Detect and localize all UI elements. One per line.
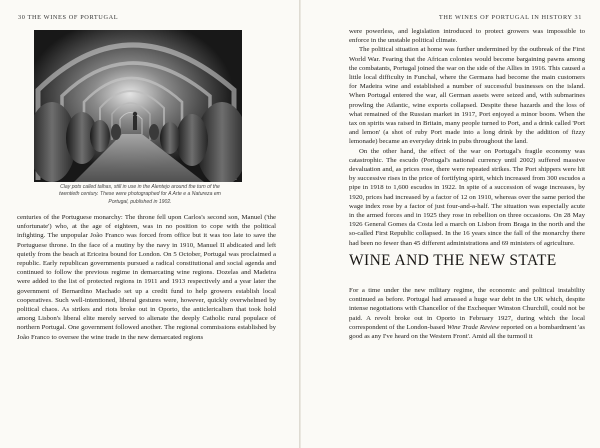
paragraph: [349, 286, 585, 341]
paragraph-text: For a time under the new military regime, the economic and political instability continued as before. Portugal had amassed a huge war debt in the UK which, despite intense negotiations with Chancellor of the Exchequer Winston Churchill, could not be paid. A revolt broke out in Oporto in February 1927, during which the local correspondent of the London-based: [349, 287, 585, 331]
publication-title: Wine Trade Review: [446, 323, 500, 331]
caption-line: Portugal, published in 1902.: [108, 198, 172, 205]
cellar-photograph: [34, 30, 242, 182]
cellar-photograph-image: [34, 30, 242, 182]
paragraph: were powerless, and legislation introduced to protect growers was impossible to enforce in the unstable political climate.: [349, 28, 585, 45]
left-page: [0, 0, 299, 448]
section-heading: WINE AND THE NEW STATE: [349, 252, 557, 269]
right-body-text-top: [349, 27, 585, 248]
photo-caption: [42, 184, 238, 206]
paragraph-text: reported on a bombardment 'as good as any I've heard on the Western Front'. Amid all the turmoil it: [349, 323, 585, 341]
left-running-head: 30 THE WINES OF PORTUGAL: [18, 14, 119, 21]
paragraph: The political situation at home was further undermined by the outbreak of the First World War. Fearing that the African colonies would become bargaining pawns among the combatants, Portugal joined the war on the side of the Allies in 1916. This caused a little local difficulty in Funchal, where the Germans had become the main customers for Madeira wine and established a number of successful businesses on the island. When Portugal entered the war, all German assets were seized and, with submarines prowling the Atlantic, wine exports collapsed. Despite these hazards and the loss of what remained of the Russian market in 1917, Port enjoyed a minor boom. When the tax on spirits was raised in Britain, many people turned to Port, and a drink called 'Port and lemon' (a shot of ruby Port made into a long drink by the addition of fizzy lemonade) became an everyday drink in pubs throughout the land.: [349, 46, 585, 146]
paragraph: On the other hand, the effect of the war on Portugal's fragile economy was catastrophic. The escudo (Portugal's national currency until 2002) suffered massive devaluation and, as prices rose, there were repeated strikes. The Port shippers were hit by successive rises in the price of fortifying spirit, which increased from 300 escudos a pipe in 1918 to 1,600 escudos in 1922. In spite of a succession of wage increases, by 1920, prices had increased by a factor of 12 on 1910, whereas over the same period the wage index rose by a factor of just four-and-a-half. The situation was especially acute in the armed forces and in 1925 they rose in rebellion on three occasions. On 28 May 1926 General Gomes da Costa led a march on Lisbon from Braga in the north and the so-called First Republic collapsed. In the 16 years since the fall of the monarchy there had been no fewer than 45 different administrations and 69 ministers of agriculture.: [349, 147, 585, 247]
paragraph: centuries of the Portuguese monarchy: The throne fell upon Carlos's second son, Manuel ('the unfortunate') who, at the age of eighteen, was in no position to cope with the political infighting. The unpopular João Franco was forced from office but it was too late to save the Portuguese throne. In the face of a mutiny by the navy in 1910, Manuel II abdicated and left quietly from the beach at Ericeira bound for London. On 5 October, Portugal was proclaimed a republic. Early republican governments pursued a radical constitutional and social agenda and continued to follow the previous regime in demarcating wine regions. Dozelas and Madeira were added to the list of protected regions in 1911 and 1913 respectively and a year later the government of Bernardino Machado set up a credit fund to help growers establish local cooperatives. Such well-intentioned, liberal gestures were, however, quickly overwhelmed by political chaos. As strikes and riots broke out in Oporto, the anticlericalism that took hold among Lisbon's liberal elite merely served to alienate the deeply Catholic rural populace of northern Portugal. One government followed another. The regional commissions established by João Franco to oversee the wine trade in the new demarcated regions: [17, 214, 276, 341]
right-page: [301, 0, 600, 448]
caption-line: twentieth century. These were photographed for A Arte e a Natureza em: [59, 191, 221, 198]
right-body-text-bottom: [349, 286, 585, 341]
right-running-head: THE WINES OF PORTUGAL IN HISTORY 31: [438, 14, 582, 21]
caption-line: Clay pots called talhas, still in use in the Alentejo around the turn of the: [60, 184, 220, 190]
left-body-text: [17, 213, 276, 342]
